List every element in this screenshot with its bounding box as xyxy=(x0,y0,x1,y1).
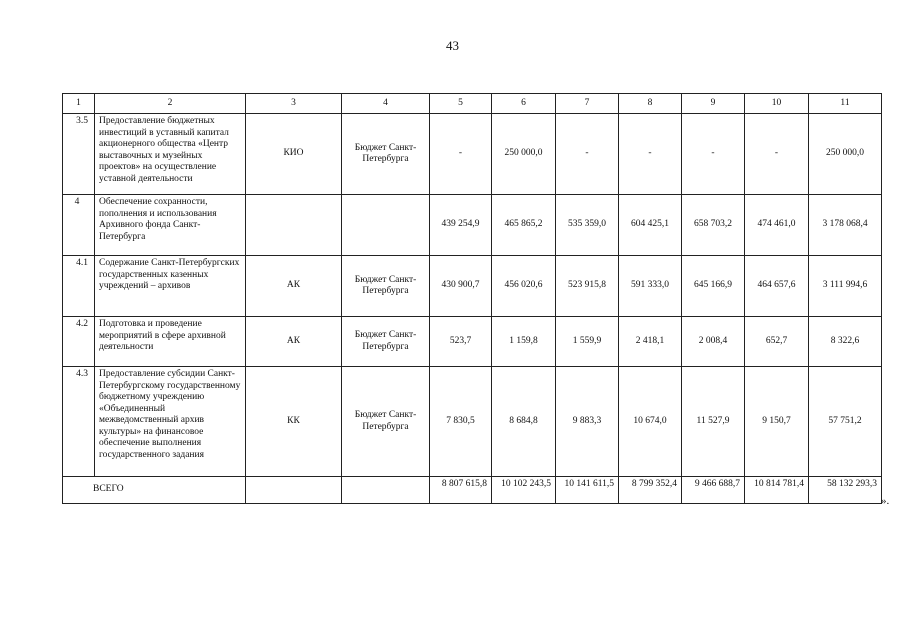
row-value: 3 178 068,4 xyxy=(809,195,882,256)
header-cell: 6 xyxy=(492,94,556,114)
row-number: 4.1 xyxy=(63,256,95,317)
row-number: 4.3 xyxy=(63,367,95,477)
header-cell: 7 xyxy=(556,94,619,114)
total-value: 9 466 688,7 xyxy=(682,477,745,504)
row-value: - xyxy=(430,114,492,195)
total-value: 8 799 352,4 xyxy=(619,477,682,504)
row-value: - xyxy=(556,114,619,195)
row-value: 658 703,2 xyxy=(682,195,745,256)
budget-table xyxy=(62,93,882,504)
row-value: 2 418,1 xyxy=(619,317,682,367)
row-source: Бюджет Санкт-Петербурга xyxy=(342,367,430,477)
row-value: 8 684,8 xyxy=(492,367,556,477)
header-cell: 8 xyxy=(619,94,682,114)
row-number: 4.2 xyxy=(63,317,95,367)
row-executor: АК xyxy=(246,317,342,367)
header-cell: 11 xyxy=(809,94,882,114)
header-cell: 5 xyxy=(430,94,492,114)
total-value: 58 132 293,3 xyxy=(809,477,882,504)
row-value: 464 657,6 xyxy=(745,256,809,317)
row-value: 439 254,9 xyxy=(430,195,492,256)
row-name: Предоставление субсидии Санкт-Петербургскому государственному бюджетному учреждению «Объединенный межведомственный архив культуры» на финансовое обеспечение выполнения государственного задания xyxy=(95,367,246,477)
row-value: 523,7 xyxy=(430,317,492,367)
row-value: 8 322,6 xyxy=(809,317,882,367)
total-empty-cell xyxy=(246,477,342,504)
header-cell: 1 xyxy=(63,94,95,114)
header-cell: 2 xyxy=(95,94,246,114)
row-value: 9 883,3 xyxy=(556,367,619,477)
page-number: 43 xyxy=(446,38,459,53)
row-value: 2 008,4 xyxy=(682,317,745,367)
row-value: 3 111 994,6 xyxy=(809,256,882,317)
row-value: 9 150,7 xyxy=(745,367,809,477)
row-value: 645 166,9 xyxy=(682,256,745,317)
row-number: 4 xyxy=(63,195,95,256)
row-source: Бюджет Санкт-Петербурга xyxy=(342,317,430,367)
table-row xyxy=(63,317,882,367)
row-value: 57 751,2 xyxy=(809,367,882,477)
table-header-row xyxy=(63,94,882,114)
row-executor: АК xyxy=(246,256,342,317)
total-label: ВСЕГО xyxy=(63,477,246,504)
row-source: Бюджет Санкт-Петербурга xyxy=(342,114,430,195)
row-value: 250 000,0 xyxy=(809,114,882,195)
table-row xyxy=(63,114,882,195)
table-row xyxy=(63,367,882,477)
header-cell: 3 xyxy=(246,94,342,114)
row-value: 456 020,6 xyxy=(492,256,556,317)
total-value: 10 102 243,5 xyxy=(492,477,556,504)
header-cell: 9 xyxy=(682,94,745,114)
row-value: 474 461,0 xyxy=(745,195,809,256)
row-name: Содержание Санкт-Петербургских государственных казенных учреждений – архивов xyxy=(95,256,246,317)
header-cell: 10 xyxy=(745,94,809,114)
row-value: 604 425,1 xyxy=(619,195,682,256)
row-value: 430 900,7 xyxy=(430,256,492,317)
row-value: 535 359,0 xyxy=(556,195,619,256)
row-value: 652,7 xyxy=(745,317,809,367)
total-row xyxy=(63,477,882,504)
row-number: 3.5 xyxy=(63,114,95,195)
row-executor xyxy=(246,195,342,256)
row-executor: КИО xyxy=(246,114,342,195)
header-cell: 4 xyxy=(342,94,430,114)
row-executor: КК xyxy=(246,367,342,477)
row-value: 591 333,0 xyxy=(619,256,682,317)
row-value: 10 674,0 xyxy=(619,367,682,477)
row-value: 11 527,9 xyxy=(682,367,745,477)
row-name: Предоставление бюджетных инвестиций в уставный капитал акционерного общества «Центр выставочных и музейных проектов» на осуществление уставной деятельности xyxy=(95,114,246,195)
row-name: Обеспечение сохранности, пополнения и использования Архивного фонда Санкт-Петербурга xyxy=(95,195,246,256)
row-value: - xyxy=(682,114,745,195)
row-source: Бюджет Санкт-Петербурга xyxy=(342,256,430,317)
row-value: - xyxy=(745,114,809,195)
row-value: 1 159,8 xyxy=(492,317,556,367)
row-name: Подготовка и проведение мероприятий в сфере архивной деятельности xyxy=(95,317,246,367)
row-value: - xyxy=(619,114,682,195)
table-row xyxy=(63,256,882,317)
total-value: 10 141 611,5 xyxy=(556,477,619,504)
total-value: 8 807 615,8 xyxy=(430,477,492,504)
row-value: 523 915,8 xyxy=(556,256,619,317)
row-value: 7 830,5 xyxy=(430,367,492,477)
row-value: 1 559,9 xyxy=(556,317,619,367)
row-value: 465 865,2 xyxy=(492,195,556,256)
closing-quote: ». xyxy=(881,495,890,507)
row-source xyxy=(342,195,430,256)
total-empty-cell xyxy=(342,477,430,504)
total-value: 10 814 781,4 xyxy=(745,477,809,504)
row-value: 250 000,0 xyxy=(492,114,556,195)
table-row xyxy=(63,195,882,256)
